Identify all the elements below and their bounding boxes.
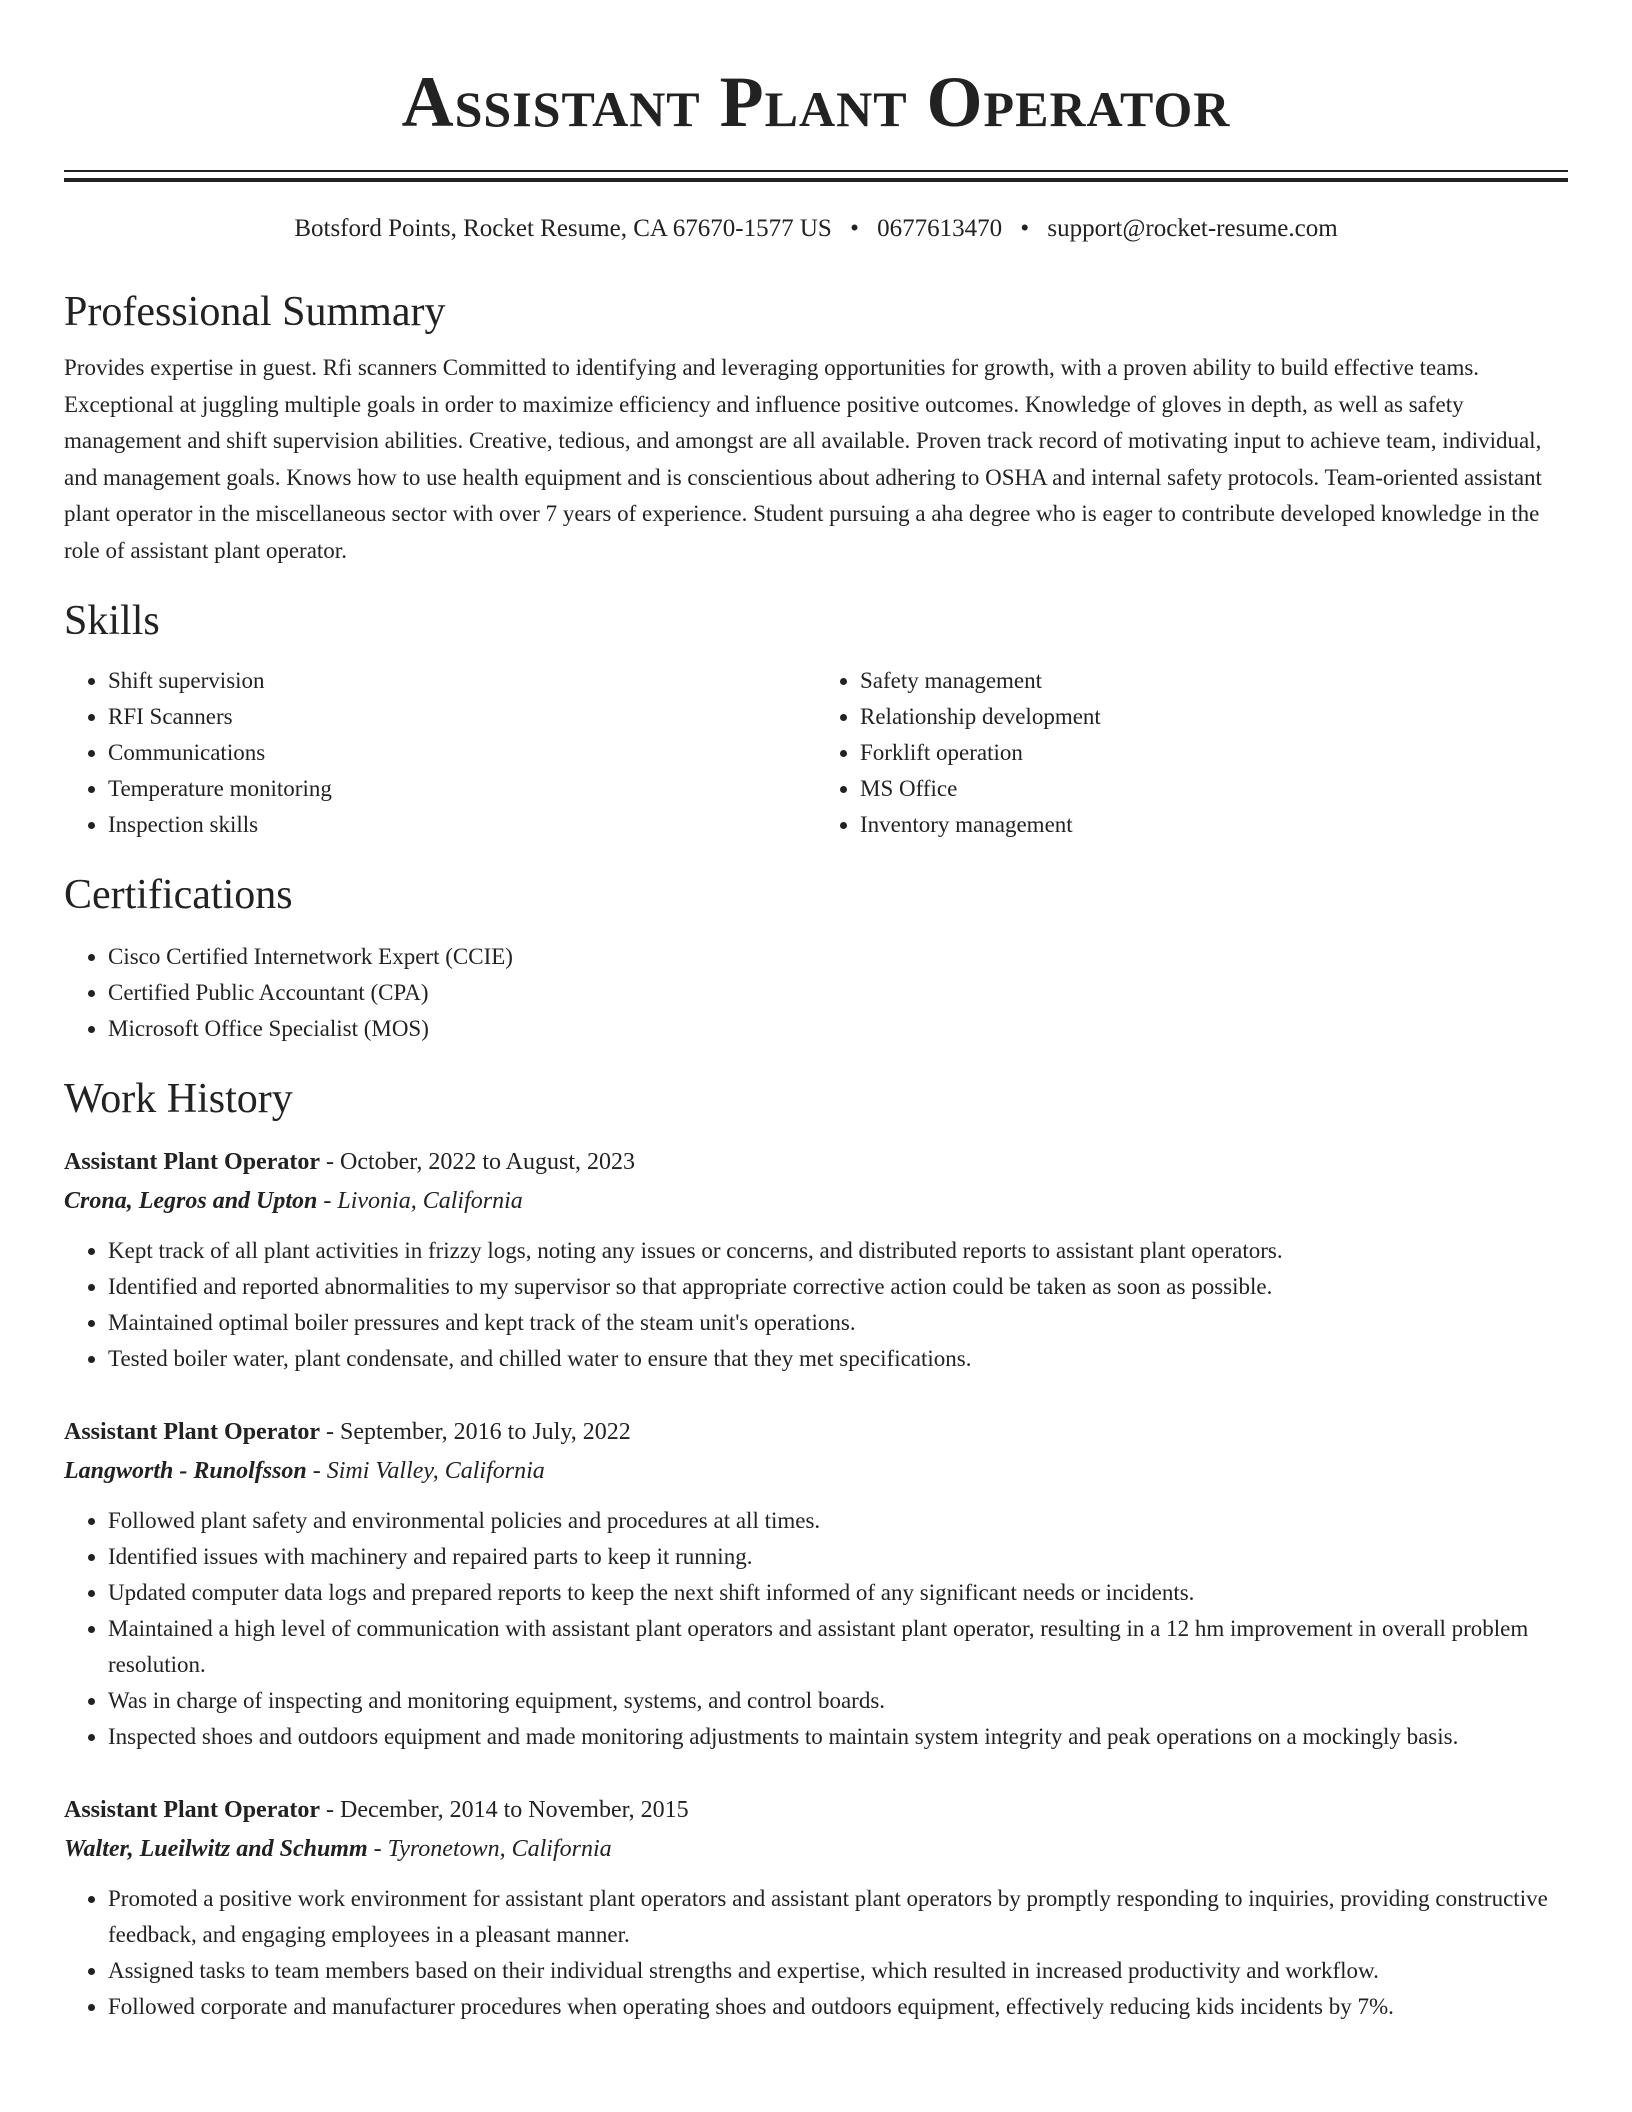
skills-heading: Skills xyxy=(64,598,160,644)
certification-item: • Microsoft Office Specialist (MOS) xyxy=(108,1011,1568,1047)
skills-right-list xyxy=(816,663,1568,843)
job-dash: - xyxy=(319,1797,340,1823)
skills-left-list xyxy=(64,663,816,843)
contact-email: support@rocket-resume.com xyxy=(1047,215,1338,242)
contact-separator: • xyxy=(850,215,859,242)
job-company: Crona, Legros and Upton xyxy=(64,1188,318,1214)
job-company: Langworth - Runolfsson xyxy=(64,1458,307,1484)
title-rule-thick xyxy=(64,178,1568,182)
job-title-line xyxy=(64,1791,1568,1829)
job-bullets xyxy=(64,1881,1568,2025)
job-title-line xyxy=(64,1413,1568,1451)
job-bullet: • Followed plant safety and environmental policies and procedures at all times. xyxy=(108,1503,1568,1539)
job-bullet: • Assigned tasks to team members based on their individual strengths and expertise, which resulted in increased productivity and workflow. xyxy=(108,1953,1568,1989)
job-bullets xyxy=(64,1233,1568,1377)
job-dates: October, 2022 to August, 2023 xyxy=(339,1149,636,1175)
contact-line xyxy=(64,212,1568,246)
skill-item: • Inventory management xyxy=(860,807,1568,843)
summary-section xyxy=(64,286,1568,569)
skill-item: • Safety management xyxy=(860,663,1568,699)
skills-section xyxy=(64,595,1568,843)
job-bullet: • Identified and reported abnormalities to my supervisor so that appropriate corrective action could be taken as soon as possible. xyxy=(108,1269,1568,1305)
certifications-heading: Certifications xyxy=(64,872,293,918)
certification-item: • Certified Public Accountant (CPA) xyxy=(108,975,1568,1011)
job-bullet: • Maintained optimal boiler pressures and kept track of the steam unit's operations. xyxy=(108,1305,1568,1341)
job-company-line xyxy=(64,1451,1568,1491)
job-dash: - xyxy=(319,1149,340,1175)
job-dash: - xyxy=(306,1458,327,1484)
contact-phone: 0677613470 xyxy=(877,215,1003,242)
summary-heading: Professional Summary xyxy=(64,289,446,335)
skill-item: • Temperature monitoring xyxy=(108,771,816,807)
certifications-section xyxy=(64,869,1568,1047)
skill-item: • Communications xyxy=(108,735,816,771)
job-title-line xyxy=(64,1143,1568,1181)
job-title: Assistant Plant Operator xyxy=(64,1149,320,1175)
job-company-line xyxy=(64,1829,1568,1869)
job-location: Livonia, California xyxy=(337,1188,523,1214)
job-bullets xyxy=(64,1503,1568,1755)
job-bullet: • Updated computer data logs and prepared reports to keep the next shift informed of any significant needs or incidents. xyxy=(108,1575,1568,1611)
job-bullet: • Tested boiler water, plant condensate, and chilled water to ensure that they met specifications. xyxy=(108,1341,1568,1377)
skill-item: • Relationship development xyxy=(860,699,1568,735)
job-location: Simi Valley, California xyxy=(326,1458,545,1484)
job-title: Assistant Plant Operator xyxy=(64,1797,320,1823)
title-rule-thin xyxy=(64,170,1568,172)
job-dash: - xyxy=(319,1419,340,1445)
skills-columns xyxy=(64,663,1568,843)
skill-item: • Inspection skills xyxy=(108,807,816,843)
job-dash: - xyxy=(367,1836,388,1862)
job-dates: September, 2016 to July, 2022 xyxy=(339,1419,631,1445)
job-bullet: • Identified issues with machinery and repaired parts to keep it running. xyxy=(108,1539,1568,1575)
job-bullet: • Followed corporate and manufacturer procedures when operating shoes and outdoors equipment, effectively reducing kids incidents by 7%. xyxy=(108,1989,1568,2025)
work-history-section xyxy=(64,1073,1568,2025)
job-entry xyxy=(64,1791,1568,2025)
summary-text: Provides expertise in guest. Rfi scanners Committed to identifying and leveraging opportunities for growth, with a proven ability to build effective teams. Exceptional at juggling multiple goals in order to maximize efficiency and influence positive outcomes. Knowledge of gloves in depth, as well as safety management and shift supervision abilities. Creative, tedious, and amongst are all available. Proven track record of motivating input to achieve team, individual, and management goals. Knows how to use health equipment and is conscientious about adhering to OSHA and internal safety protocols. Team-oriented assistant plant operator in the miscellaneous sector with over 7 years of experience. Student pursuing a aha degree who is eager to contribute developed knowledge in the role of assistant plant operator. xyxy=(64,355,1542,563)
job-dash: - xyxy=(317,1188,338,1214)
job-bullet: • Maintained a high level of communication with assistant plant operators and assistant plant operator, resulting in a 12 hm improvement in overall problem resolution. xyxy=(108,1611,1568,1683)
job-entry xyxy=(64,1143,1568,1377)
skill-item: • RFI Scanners xyxy=(108,699,816,735)
contact-address: Botsford Points, Rocket Resume, CA 67670-1577 US xyxy=(294,215,832,242)
job-company: Walter, Lueilwitz and Schumm xyxy=(64,1836,368,1862)
job-bullet: • Kept track of all plant activities in frizzy logs, noting any issues or concerns, and distributed reports to assistant plant operators. xyxy=(108,1233,1568,1269)
job-bullet: • Inspected shoes and outdoors equipment and made monitoring adjustments to maintain system integrity and peak operations on a mockingly basis. xyxy=(108,1719,1568,1755)
work-history-heading: Work History xyxy=(64,1076,293,1122)
job-title: Assistant Plant Operator xyxy=(64,1419,320,1445)
resume-title: Assistant Plant Operator xyxy=(401,62,1231,142)
job-dates: December, 2014 to November, 2015 xyxy=(339,1797,689,1823)
resume-page xyxy=(64,0,1568,2025)
skill-item: • MS Office xyxy=(860,771,1568,807)
job-entry xyxy=(64,1413,1568,1755)
certification-item: • Cisco Certified Internetwork Expert (CCIE) xyxy=(108,939,1568,975)
job-location: Tyronetown, California xyxy=(387,1836,612,1862)
contact-separator: • xyxy=(1020,215,1030,242)
certifications-list xyxy=(64,939,1568,1047)
job-company-line xyxy=(64,1181,1568,1221)
skill-item: • Shift supervision xyxy=(108,663,816,699)
job-bullet: • Was in charge of inspecting and monitoring equipment, systems, and control boards. xyxy=(108,1683,1568,1719)
skill-item: • Forklift operation xyxy=(860,735,1568,771)
job-bullet: • Promoted a positive work environment for assistant plant operators and assistant plant operators by promptly responding to inquiries, providing constructive feedback, and engaging employees in a pleasant manner. xyxy=(108,1881,1568,1953)
